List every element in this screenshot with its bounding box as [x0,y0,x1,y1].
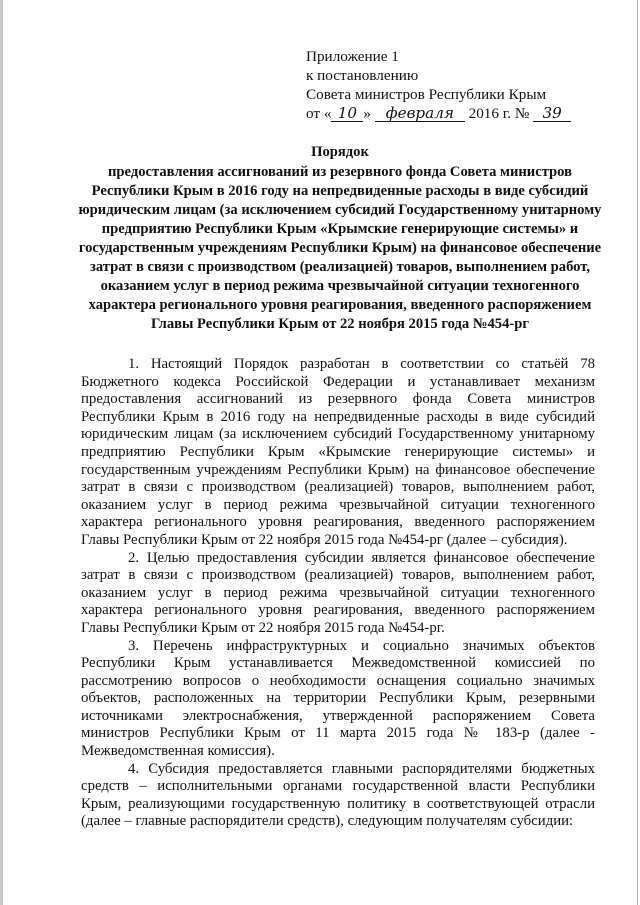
scan-edge-left [0,0,3,905]
paragraph-2: 2. Целью предоставления субсидии является финансовое обеспечение затрат в связи с производством (реализацией) товаров, выполнением работ, оказанием услуг в период режима чрезвычайной ситуации техногенного характера регионального уровня реагирования, введенного распоряжением Главы Республики Крым от 22 ноября 2015 года №454-рг. [81,549,595,636]
doc-number-handwritten: 39 [533,105,571,122]
title-heading: Порядок [311,144,369,160]
scan-edge-right [637,0,638,905]
appendix-date-line [306,104,606,123]
appendix-header [306,47,606,123]
document-body [81,356,595,831]
document-title [70,143,610,334]
paragraph-1: 1. Настоящий Порядок разработан в соответствии со статьёй 78 Бюджетного кодекса Российской Федерации и устанавливает механизм предоставления ассигнований из резервного фонда Совета министров Республики Крым в 2016 году на непредвиденные расходы в виде субсидий юридическим лицам (за исключением субсидий Государственному унитарному предприятию Республики Крым «Крымские генерирующие системы» и государственным учреждениям Республики Крым) на финансовое обеспечение затрат в связи с производством (реализацией) товаров, выполнением работ, оказанием услуг в период режима чрезвычайной ситуации техногенного характера регионального уровня реагирования, введенного распоряжением Главы Республики Крым от 22 ноября 2015 года №454-рг (далее – субсидия). [81,356,595,548]
date-month-handwritten: февраля [375,105,465,122]
appendix-line-1: Приложение 1 [306,48,399,65]
paragraph-4: 4. Субсидия предоставляется главными распорядителями бюджетных средств – исполнительными органами государственной власти Республики Крым, реализующими государственную политику в соответствующей отрасли (далее – главные распорядители средств), следующим получателям субсидии: [81,760,595,830]
appendix-line-2: к постановлению [306,67,419,84]
date-day-handwritten: 10 [331,105,363,122]
date-mid: » [363,105,372,122]
paragraph-3: 3. Перечень инфраструктурных и социально значимых объектов Республики Крым устанавливается Межведомственной комиссией по рассмотрению вопросов о необходимости оснащения социально значимых объектов, расположенных на территории Республики Крым, резервными источниками электроснабжения, утвержденной распоряжением Совета министров Республики Крым от 11 марта 2015 года № 183-р (далее - Межведомственная комиссия). [81,637,595,760]
date-prefix: от « [306,105,332,122]
title-text: предоставления ассигнований из резервного фонда Совета министров Республики Крым в 2016 году на непредвиденные расходы в виде субсидий юридическим лицам (за исключением субсидий Государственному унитарному предприятию Республики Крым «Крымские генерирующие системы» и государственным учреждениям Республики Крым) на финансовое обеспечение затрат в связи с производством (реализацией) товаров, выполнением работ, оказанием услуг в период режима чрезвычайной ситуации техногенного характера регионального уровня реагирования, введенного распоряжением Главы Республики Крым от 22 ноября 2015 года №454-рг [78,164,602,332]
date-year: 2016 г. № [468,105,530,122]
appendix-line-3: Совета министров Республики Крым [306,86,547,103]
